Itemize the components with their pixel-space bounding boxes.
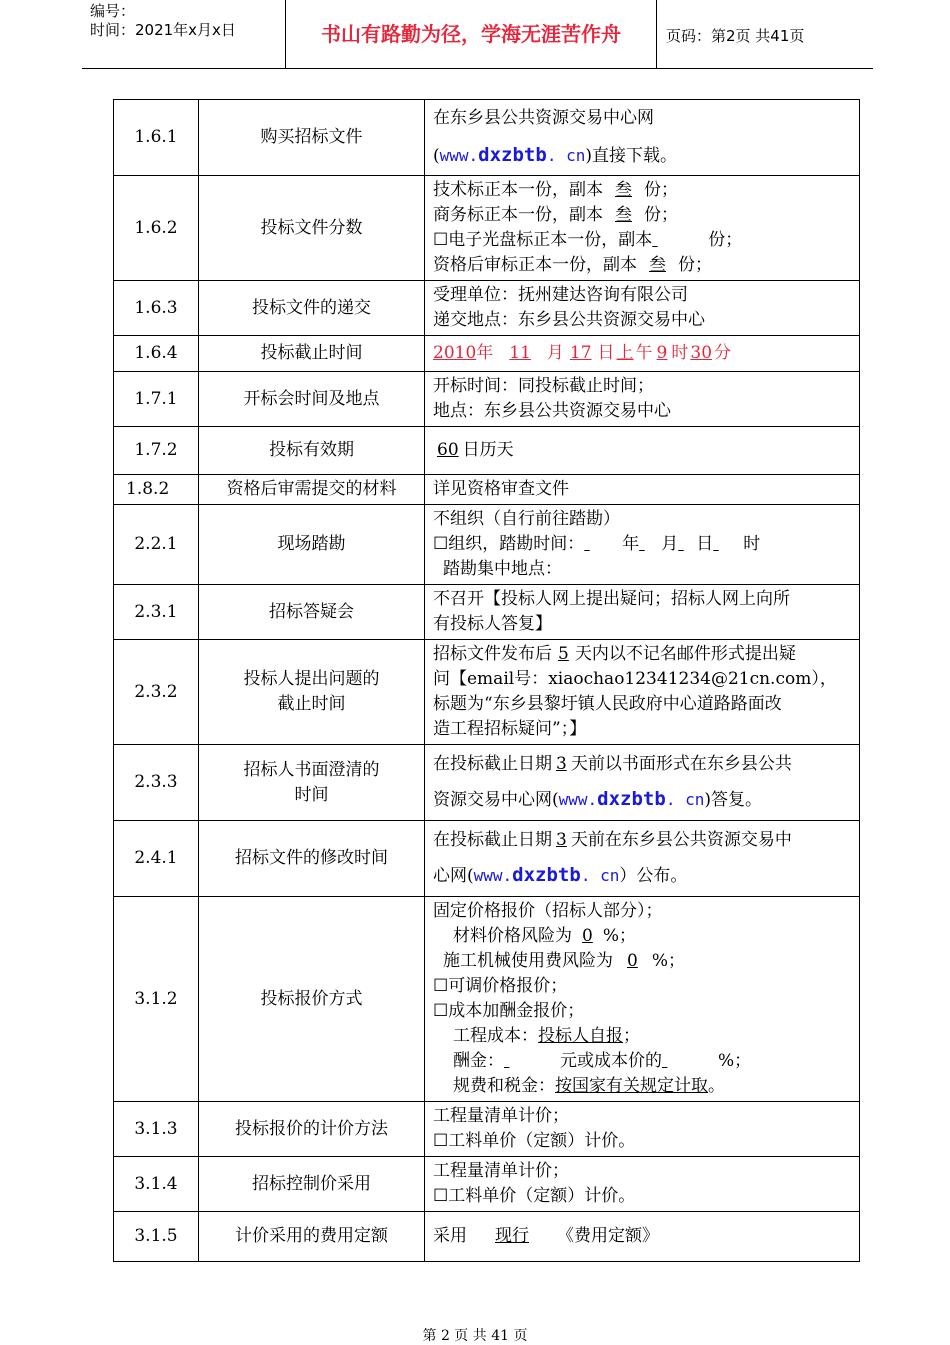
row-number: 1.6.2 [114, 176, 199, 281]
value-line: 在东乡县公共资源交易中心网 [433, 108, 654, 128]
value-line: 有投标人答复】 [433, 614, 552, 634]
validity-days: 60 [437, 440, 459, 460]
text: %； [602, 926, 636, 946]
days-value: 3 [556, 830, 567, 850]
ampm-value: 上 [616, 343, 634, 363]
text: 在投标截止日期 [433, 754, 552, 774]
row-number: 3.1.5 [114, 1212, 199, 1262]
text: 资格后审标正本一份，副本 [433, 255, 637, 275]
website-link[interactable] [474, 866, 620, 885]
value-line [433, 1049, 851, 1074]
row-number: 1.7.1 [114, 372, 199, 427]
row-value [425, 897, 860, 1102]
link-part: www. [473, 866, 513, 885]
row-value [425, 505, 860, 585]
link-part: dxzbtb [597, 788, 666, 810]
header-motto: 书山有路勤为径，学海无涯苦作舟 [321, 22, 621, 46]
value-line: 地点：东乡县公共资源交易中心 [433, 401, 671, 421]
value-line [433, 203, 851, 228]
header-divider [656, 0, 657, 68]
text: 份； [644, 205, 678, 225]
value-line [433, 143, 851, 169]
table-row [114, 640, 860, 745]
link-part: dxzbtb [478, 144, 547, 166]
row-name: 现场踏勘 [199, 505, 425, 585]
minute-value: 30 [690, 343, 713, 363]
row-name: 计价采用的费用定额 [199, 1212, 425, 1262]
filled-blank: 叁 [615, 180, 632, 200]
row-number: 2.2.1 [114, 505, 199, 585]
row-name: 资格后审需提交的材料 [199, 475, 425, 505]
text: 工程成本： [453, 1026, 538, 1046]
row-number: 2.3.1 [114, 585, 199, 640]
value-line: 工程量清单计价； [433, 1161, 569, 1181]
value-line: 开标时间：同投标截止时间； [433, 376, 654, 396]
filled-blank: 投标人自报 [538, 1026, 623, 1046]
filled-blank: 叁 [649, 255, 666, 275]
text: %； [718, 1051, 752, 1071]
text: 天前以书面形式在东乡县公共 [570, 754, 792, 774]
value-line [433, 532, 851, 557]
text: 时 [671, 343, 689, 363]
table-row [114, 372, 860, 427]
text: 技术标正本一份，副本 [433, 180, 603, 200]
text: 酬金： [453, 1051, 504, 1071]
row-number: 1.6.4 [114, 336, 199, 372]
table-row [114, 897, 860, 1102]
table-row [114, 475, 860, 505]
row-name: 购买招标文件 [199, 100, 425, 176]
text: 日 [597, 343, 615, 363]
page-footer: 第 2 页 共 41 页 [422, 1328, 528, 1344]
row-value [425, 821, 860, 897]
link-part: . cn [665, 790, 705, 809]
empty-blank [678, 532, 696, 557]
number-label: 编号： [90, 2, 136, 20]
row-value [425, 176, 860, 281]
text: %； [651, 951, 685, 971]
value-line [433, 228, 851, 253]
text: 天内以不记名邮件形式提出疑 [574, 644, 796, 664]
text: 份； [708, 230, 743, 250]
row-name: 招标文件的修改时间 [199, 821, 425, 897]
year-value: 2010 [433, 343, 477, 363]
month-value: 11 [509, 343, 531, 363]
text: 年 [622, 534, 640, 554]
text: 月 [546, 343, 564, 363]
row-name [199, 745, 425, 821]
table-row [114, 281, 860, 336]
value-line: ☐工料单价（定额）计价。 [433, 1131, 636, 1151]
value-line [433, 752, 851, 777]
filled-blank: 叁 [615, 205, 632, 225]
row-value [425, 1157, 860, 1212]
text: 天前在东乡县公共资源交易中 [570, 830, 792, 850]
days-value: 3 [556, 754, 567, 774]
value-line [433, 828, 851, 853]
table-row [114, 1102, 860, 1157]
text: ( [433, 146, 440, 166]
row-value [425, 427, 860, 475]
row-number: 2.3.2 [114, 640, 199, 745]
text: )答复。 [704, 790, 762, 810]
row-value [425, 1212, 860, 1262]
empty-blank [639, 532, 661, 557]
value-line [433, 642, 851, 667]
days-value: 5 [558, 644, 569, 664]
hour-value: 9 [656, 343, 668, 363]
filled-blank: 按国家有关规定计取 [555, 1076, 708, 1096]
row-name: 投标文件的递交 [199, 281, 425, 336]
row-number: 1.7.2 [114, 427, 199, 475]
page-header [82, 0, 873, 69]
row-value [425, 1102, 860, 1157]
table-row [114, 1157, 860, 1212]
row-value [425, 372, 860, 427]
header-page-info: 页码：第2页 共41页 [666, 27, 805, 45]
table-row [114, 585, 860, 640]
value-line [433, 787, 851, 813]
text: 采用 [433, 1226, 467, 1246]
row-value [425, 585, 860, 640]
value-line: ☐工料单价（定额）计价。 [433, 1186, 636, 1206]
empty-blank [504, 1049, 560, 1074]
row-number: 3.1.2 [114, 897, 199, 1102]
website-link[interactable] [559, 790, 705, 809]
text: 在投标截止日期 [433, 830, 552, 850]
row-name: 招标答疑会 [199, 585, 425, 640]
row-value [425, 745, 860, 821]
text: 日历天 [462, 440, 514, 460]
text: 。 [708, 1076, 725, 1096]
text: 规费和税金： [453, 1076, 555, 1096]
link-part: . cn [580, 866, 620, 885]
text: 份； [678, 255, 712, 275]
value-line [433, 253, 851, 278]
text: ）公布。 [619, 866, 688, 886]
row-number: 3.1.4 [114, 1157, 199, 1212]
link-part: dxzbtb [512, 864, 581, 886]
text: ； [623, 1026, 640, 1046]
text: 分 [714, 343, 732, 363]
empty-blank [584, 532, 622, 557]
link-part: . cn [546, 146, 586, 165]
value-line: 踏勘集中地点： [443, 559, 562, 579]
row-value [425, 281, 860, 336]
row-name: 投标报价的计价方法 [199, 1102, 425, 1157]
text: 时 [743, 534, 761, 554]
text: 材料价格风险为 [453, 926, 572, 946]
website-link[interactable] [440, 146, 586, 165]
name-line: 投标人提出问题的 [243, 669, 380, 689]
value-line: 不召开【投标人网上提出疑问；招标人网上向所 [433, 589, 790, 609]
value-line [433, 178, 851, 203]
link-part: www. [439, 146, 479, 165]
filled-blank: 0 [627, 951, 638, 971]
text: 日 [696, 534, 714, 554]
row-number: 1.6.3 [114, 281, 199, 336]
value-line: 标题为“东乡县黎圩镇人民政府中心道路路面改 [433, 694, 782, 714]
table-row [114, 1212, 860, 1262]
text: 《费用定额》 [557, 1226, 659, 1246]
tender-data-table [113, 99, 860, 1262]
empty-blank [652, 228, 708, 253]
filled-blank: 现行 [495, 1226, 529, 1246]
text: 资源交易中心网( [433, 790, 559, 810]
row-name: 招标控制价采用 [199, 1157, 425, 1212]
value-line [433, 949, 851, 974]
link-part: www. [558, 790, 598, 809]
value-line: 固定价格报价（招标人部分）； [433, 901, 663, 921]
row-value: 详见资格审查文件 [425, 475, 860, 505]
row-number: 1.8.2 [114, 475, 199, 505]
value-line: ☐成本加酬金报价； [433, 1001, 585, 1021]
name-line: 截止时间 [277, 694, 346, 714]
row-number: 1.6.1 [114, 100, 199, 176]
value-line [433, 1074, 851, 1099]
table-row [114, 745, 860, 821]
table-row [114, 336, 860, 372]
text: ☐组织，踏勘时间： [433, 534, 585, 554]
row-name: 投标报价方式 [199, 897, 425, 1102]
value-line [433, 924, 851, 949]
value-line: ☐可调价格报价； [433, 976, 568, 996]
row-number: 2.3.3 [114, 745, 199, 821]
table-row [114, 427, 860, 475]
table-row [114, 821, 860, 897]
day-value: 17 [569, 343, 592, 363]
text: 份； [644, 180, 678, 200]
table-row [114, 176, 860, 281]
text: 年 [476, 343, 494, 363]
empty-blank [662, 1049, 718, 1074]
filled-blank: 0 [582, 926, 593, 946]
time-label: 时间：2021年x月x日 [90, 21, 236, 39]
row-name: 投标有效期 [199, 427, 425, 475]
value-line: 不组织（自行前往踏勘） [433, 509, 620, 529]
row-name: 投标截止时间 [199, 336, 425, 372]
text: 招标文件发布后 [433, 644, 552, 664]
text: )直接下载。 [585, 146, 677, 166]
name-line: 招标人书面澄清的 [243, 759, 380, 780]
value-line: 造工程招标疑问”；】 [433, 719, 587, 739]
row-value [425, 640, 860, 745]
text: 心网( [433, 866, 474, 886]
text: 商务标正本一份，副本 [433, 205, 603, 225]
row-number: 3.1.3 [114, 1102, 199, 1157]
row-value [425, 100, 860, 176]
row-name: 投标文件分数 [199, 176, 425, 281]
name-line: 时间 [294, 784, 329, 805]
value-line [433, 863, 851, 889]
value-line: 工程量清单计价； [433, 1106, 569, 1126]
row-value [425, 336, 860, 372]
row-number: 2.4.1 [114, 821, 199, 897]
text: 月 [661, 534, 679, 554]
text: 施工机械使用费风险为 [443, 951, 613, 971]
text: 午 [635, 343, 653, 363]
value-line: 问【email号：xiaochao12341234@21cn.com）， [433, 669, 837, 689]
value-line: 受理单位：抚州建达咨询有限公司 [433, 285, 688, 305]
value-line: 递交地点：东乡县公共资源交易中心 [433, 310, 705, 330]
row-name [199, 640, 425, 745]
table-row [114, 505, 860, 585]
header-meta [90, 2, 285, 40]
text: ☐电子光盘标正本一份，副本 [433, 230, 653, 250]
table-row [114, 100, 860, 176]
row-name: 开标会时间及地点 [199, 372, 425, 427]
value-line [433, 1024, 851, 1049]
text: 元或成本价的 [560, 1051, 662, 1071]
empty-blank [713, 532, 743, 557]
